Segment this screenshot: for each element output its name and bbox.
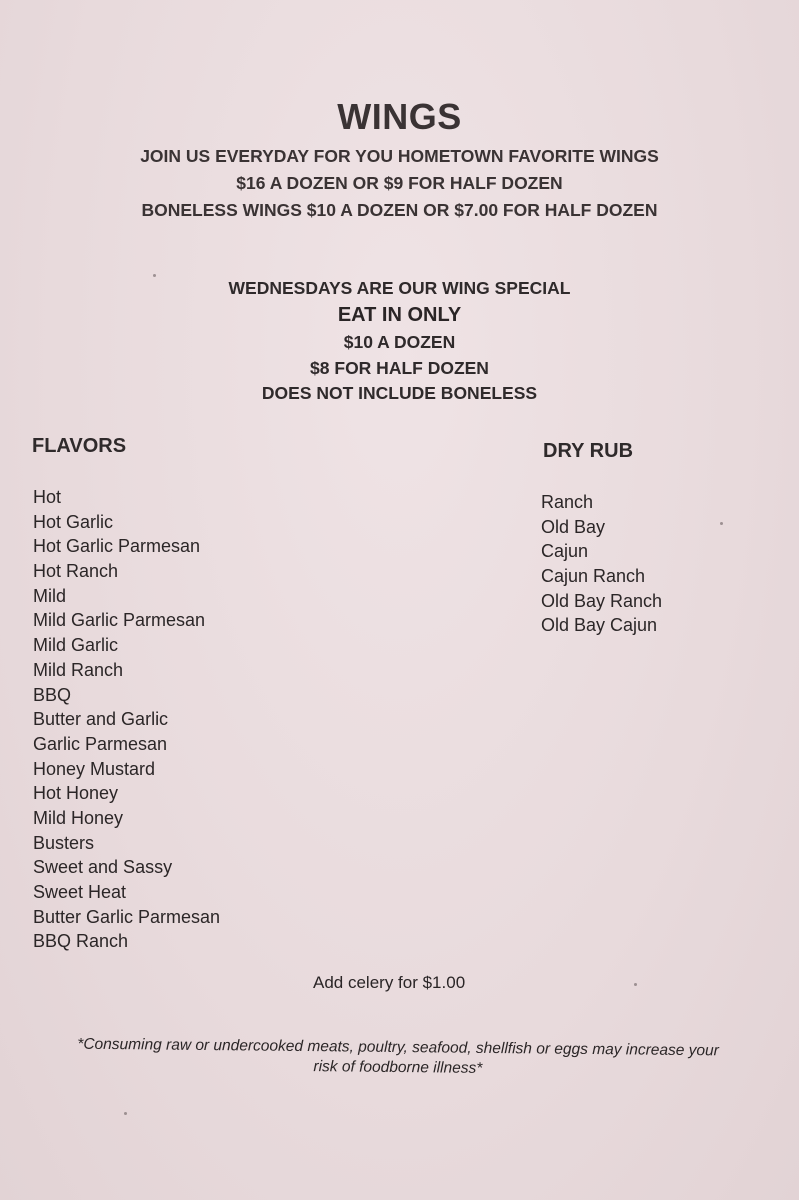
disclaimer-line-2: risk of foodborne illness* xyxy=(313,1058,483,1077)
food-safety-disclaimer xyxy=(40,1034,756,1081)
disclaimer-line-1: *Consuming raw or undercooked meats, poultry, seafood, shellfish or eggs may increase your xyxy=(77,1035,719,1060)
flavor-item: Honey Mustard xyxy=(33,758,156,779)
flavor-item: Hot Ranch xyxy=(33,561,119,582)
flavor-item: Busters xyxy=(33,832,95,853)
paper-speck xyxy=(634,983,637,986)
flavors-heading: FLAVORS xyxy=(32,435,127,457)
special-heading: WEDNESDAYS ARE OUR WING SPECIAL xyxy=(228,278,571,298)
flavor-item: Hot xyxy=(33,487,62,507)
dry-rub-heading: DRY RUB xyxy=(543,440,634,462)
dry-rub-item: Cajun xyxy=(541,541,589,562)
flavor-item: Butter Garlic Parmesan xyxy=(33,906,221,927)
dry-rub-list xyxy=(541,490,662,638)
flavor-item: Garlic Parmesan xyxy=(33,733,168,754)
flavor-item: Sweet and Sassy xyxy=(33,857,173,878)
special-dozen-price: $10 A DOZEN xyxy=(343,332,456,352)
menu-title: WINGS xyxy=(337,96,462,137)
dry-rub-item: Ranch xyxy=(541,492,594,512)
header-line-everyday: JOIN US EVERYDAY FOR YOU HOMETOWN FAVORITE WINGS xyxy=(140,146,659,166)
flavor-item: Mild Honey xyxy=(33,807,124,828)
flavors-list xyxy=(33,485,220,954)
flavor-item: BBQ Ranch xyxy=(33,931,129,952)
flavor-item: Hot Garlic xyxy=(33,511,114,532)
special-note: DOES NOT INCLUDE BONELESS xyxy=(261,383,538,403)
flavor-item: Hot Garlic Parmesan xyxy=(33,536,201,557)
celery-add-on: Add celery for $1.00 xyxy=(313,973,466,992)
dry-rub-item: Cajun Ranch xyxy=(541,566,646,587)
flavor-item: Butter and Garlic xyxy=(33,709,169,730)
dry-rub-item: Old Bay Ranch xyxy=(541,590,663,611)
special-eat-in: EAT IN ONLY xyxy=(337,304,462,326)
paper-speck xyxy=(124,1112,127,1115)
header-line-boneless-price: BONELESS WINGS $10 A DOZEN OR $7.00 FOR HALF DOZEN xyxy=(141,200,658,220)
flavor-item: Hot Honey xyxy=(33,783,119,804)
flavor-item: Mild Garlic Parmesan xyxy=(33,610,206,631)
special-half-dozen-price: $8 FOR HALF DOZEN xyxy=(310,358,489,378)
flavor-item: BBQ xyxy=(33,684,72,705)
flavor-item: Mild xyxy=(33,585,67,606)
flavor-item: Mild Ranch xyxy=(33,659,124,680)
dry-rub-item: Old Bay Cajun xyxy=(541,615,658,636)
flavor-item: Sweet Heat xyxy=(33,882,127,902)
dry-rub-item: Old Bay xyxy=(541,516,606,537)
flavor-item: Mild Garlic xyxy=(33,635,119,656)
paper-speck xyxy=(153,274,156,277)
paper-speck xyxy=(720,522,723,525)
header-line-wing-price: $16 A DOZEN OR $9 FOR HALF DOZEN xyxy=(236,173,563,193)
